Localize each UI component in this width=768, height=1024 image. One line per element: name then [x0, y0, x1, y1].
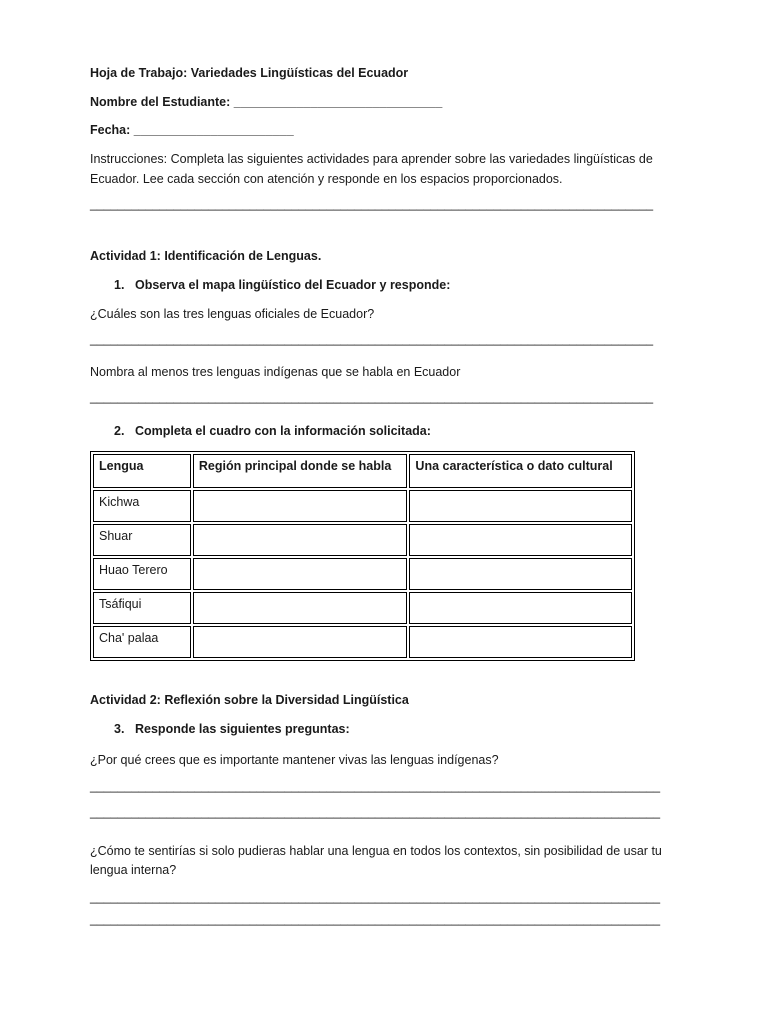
question-importance: ¿Por qué crees que es importante mantener vivas las lenguas indígenas?	[90, 753, 499, 767]
step-3-text: Responde las siguientes preguntas:	[135, 722, 350, 736]
instructions-line-1: Instrucciones: Completa las siguientes actividades para aprender sobre las variedades lingüísticas de	[90, 152, 653, 166]
question-indigenous-languages: Nombra al menos tres lenguas indígenas que se habla en Ecuador	[90, 365, 461, 379]
instructions-line-2: Ecuador. Lee cada sección con atención y responde en los espacios proporcionados.	[90, 172, 563, 186]
table-row	[93, 490, 632, 522]
table-row	[93, 558, 632, 590]
step-1	[114, 277, 450, 293]
date-field	[90, 122, 294, 138]
table-row	[93, 626, 632, 658]
student-name-label: Nombre del Estudiante:	[90, 95, 231, 109]
student-name-blank: ______________________________	[233, 95, 443, 109]
header-lengua: Lengua	[93, 454, 191, 488]
student-name-field	[90, 94, 442, 110]
activity-2-heading: Actividad 2: Reflexión sobre la Diversidad Lingüística	[90, 693, 409, 707]
cultural-fact-cell	[409, 524, 632, 556]
question-official-languages: ¿Cuáles son las tres lenguas oficiales de Ecuador?	[90, 307, 375, 321]
table-header-row	[93, 454, 632, 488]
answer-line: _________________________________________________________________________________	[90, 197, 654, 211]
header-cultural-fact: Una característica o dato cultural	[409, 454, 632, 488]
step-2	[114, 423, 431, 439]
region-cell	[193, 490, 408, 522]
table-row	[93, 524, 632, 556]
region-cell	[193, 626, 408, 658]
header-region: Región principal donde se habla	[193, 454, 408, 488]
language-cell: Kichwa	[93, 490, 191, 522]
date-blank: _______________________	[133, 123, 294, 137]
answer-line: _________________________________________________________________________________	[90, 390, 654, 404]
worksheet-title: Hoja de Trabajo: Variedades Lingüísticas del Ecuador	[90, 66, 409, 80]
step-1-text: Observa el mapa lingüístico del Ecuador y responde:	[135, 278, 451, 292]
step-3	[114, 721, 350, 737]
cultural-fact-cell	[409, 592, 632, 624]
activity-1-heading: Actividad 1: Identificación de Lenguas.	[90, 249, 322, 263]
step-2-number: 2.	[114, 424, 125, 438]
languages-table	[90, 451, 635, 661]
region-cell	[193, 558, 408, 590]
step-3-number: 3.	[114, 722, 125, 736]
language-cell: Huao Terero	[93, 558, 191, 590]
region-cell	[193, 592, 408, 624]
table-row	[93, 592, 632, 624]
cultural-fact-cell	[409, 626, 632, 658]
question-feeling-line-2: lengua interna?	[90, 863, 177, 877]
language-cell: Cha' palaa	[93, 626, 191, 658]
date-label: Fecha:	[90, 123, 131, 137]
answer-line: __________________________________________________________________________________	[90, 912, 661, 926]
answer-line: __________________________________________________________________________________	[90, 890, 661, 904]
answer-line: __________________________________________________________________________________	[90, 805, 661, 819]
step-1-number: 1.	[114, 278, 125, 292]
answer-line: __________________________________________________________________________________	[90, 779, 661, 793]
region-cell	[193, 524, 408, 556]
language-cell: Tsáfiqui	[93, 592, 191, 624]
step-2-text: Completa el cuadro con la información solicitada:	[135, 424, 431, 438]
cultural-fact-cell	[409, 558, 632, 590]
cultural-fact-cell	[409, 490, 632, 522]
answer-line: _________________________________________________________________________________	[90, 332, 654, 346]
language-cell: Shuar	[93, 524, 191, 556]
question-feeling-line-1: ¿Cómo te sentirías si solo pudieras hablar una lengua en todos los contextos, sin posibilidad de usar tu	[90, 844, 662, 858]
